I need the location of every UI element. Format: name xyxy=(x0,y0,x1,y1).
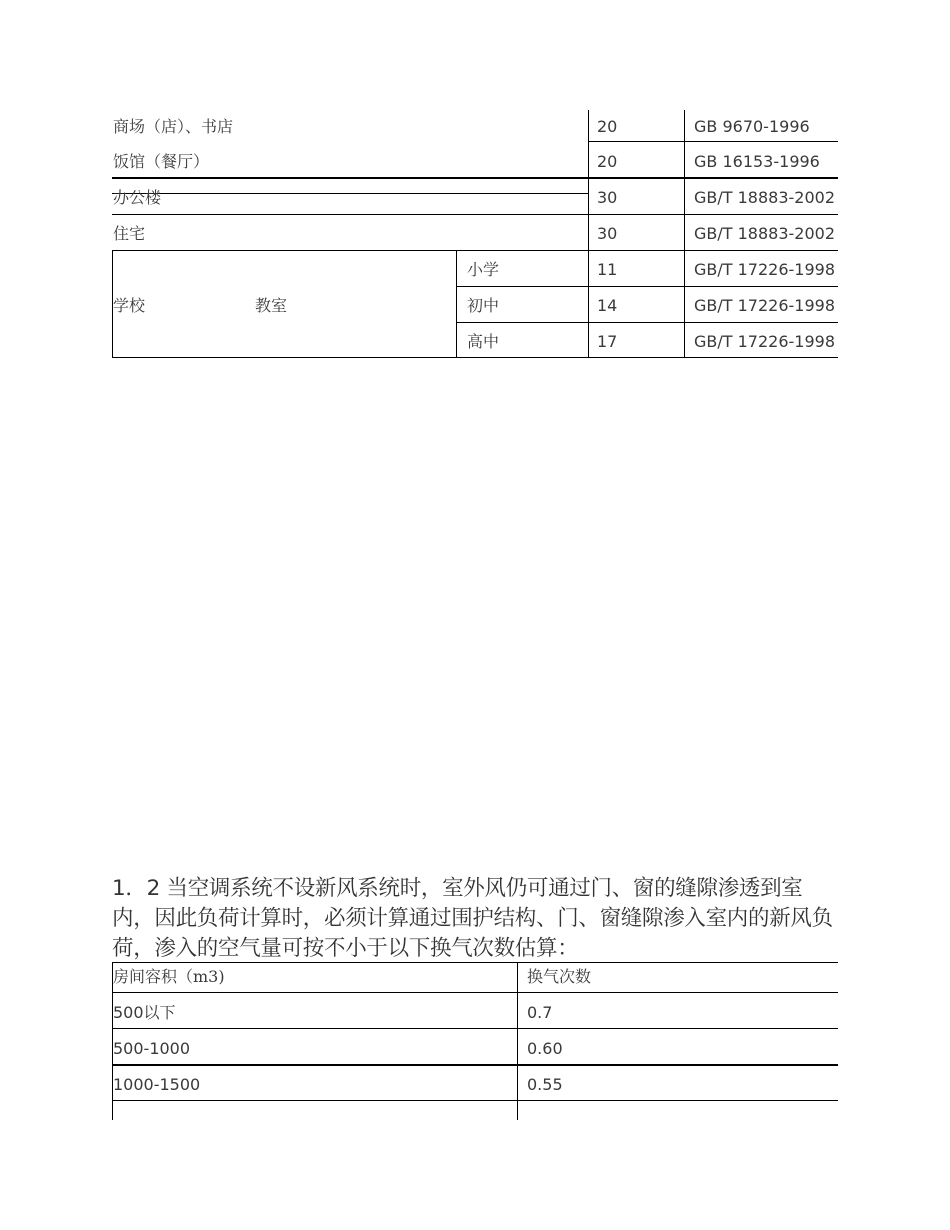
row-value: 30 xyxy=(597,188,618,207)
paragraph-infiltration: 1．2 当空调系统不设新风系统时，室外风仍可通过门、窗的缝隙渗透到室内，因此负荷计算时，必须计算通过围护结构、门、窗缝隙渗入室内的新风负荷，渗入的空气量可按不小于以下换气次数估算： xyxy=(112,876,833,961)
rate-cell: 0.7 xyxy=(527,1003,553,1022)
row-standard: GB/T 18883-2002 xyxy=(694,188,836,207)
row-standard: GB/T 17226-1998 xyxy=(694,296,836,315)
row-standard: GB/T 17226-1998 xyxy=(694,332,836,351)
school-level: 初中 xyxy=(467,296,500,315)
classroom-label: 教室 xyxy=(255,296,288,315)
row-standard: GB 16153-1996 xyxy=(694,152,820,171)
row-value: 30 xyxy=(597,224,618,243)
school-label: 学校 xyxy=(113,296,146,315)
row-value: 17 xyxy=(597,332,618,351)
header-air-change: 换气次数 xyxy=(527,967,592,986)
row-value: 14 xyxy=(597,296,618,315)
row-name: 住宅 xyxy=(113,224,146,243)
header-volume: 房间容积（m3) xyxy=(113,967,225,986)
row-standard: GB 9670-1996 xyxy=(694,117,810,136)
rate-cell: 0.55 xyxy=(527,1075,563,1094)
volume-cell: 500以下 xyxy=(113,1003,176,1022)
volume-cell: 1000-1500 xyxy=(113,1075,201,1094)
row-value: 20 xyxy=(597,152,618,171)
school-level: 小学 xyxy=(467,260,500,279)
row-standard: GB/T 18883-2002 xyxy=(694,224,836,243)
row-standard: GB/T 17226-1998 xyxy=(694,260,836,279)
rate-cell: 0.60 xyxy=(527,1039,563,1058)
volume-cell: 500-1000 xyxy=(113,1039,191,1058)
ventilation-standards-table xyxy=(112,110,838,360)
air-change-table xyxy=(112,960,838,1120)
row-name: 商场（店）、书店 xyxy=(113,117,234,136)
school-level: 高中 xyxy=(467,332,500,351)
row-value: 20 xyxy=(597,117,618,136)
row-name: 办公楼 xyxy=(113,188,162,207)
row-name: 饭馆（餐厅） xyxy=(113,152,210,171)
row-value: 11 xyxy=(597,260,618,279)
